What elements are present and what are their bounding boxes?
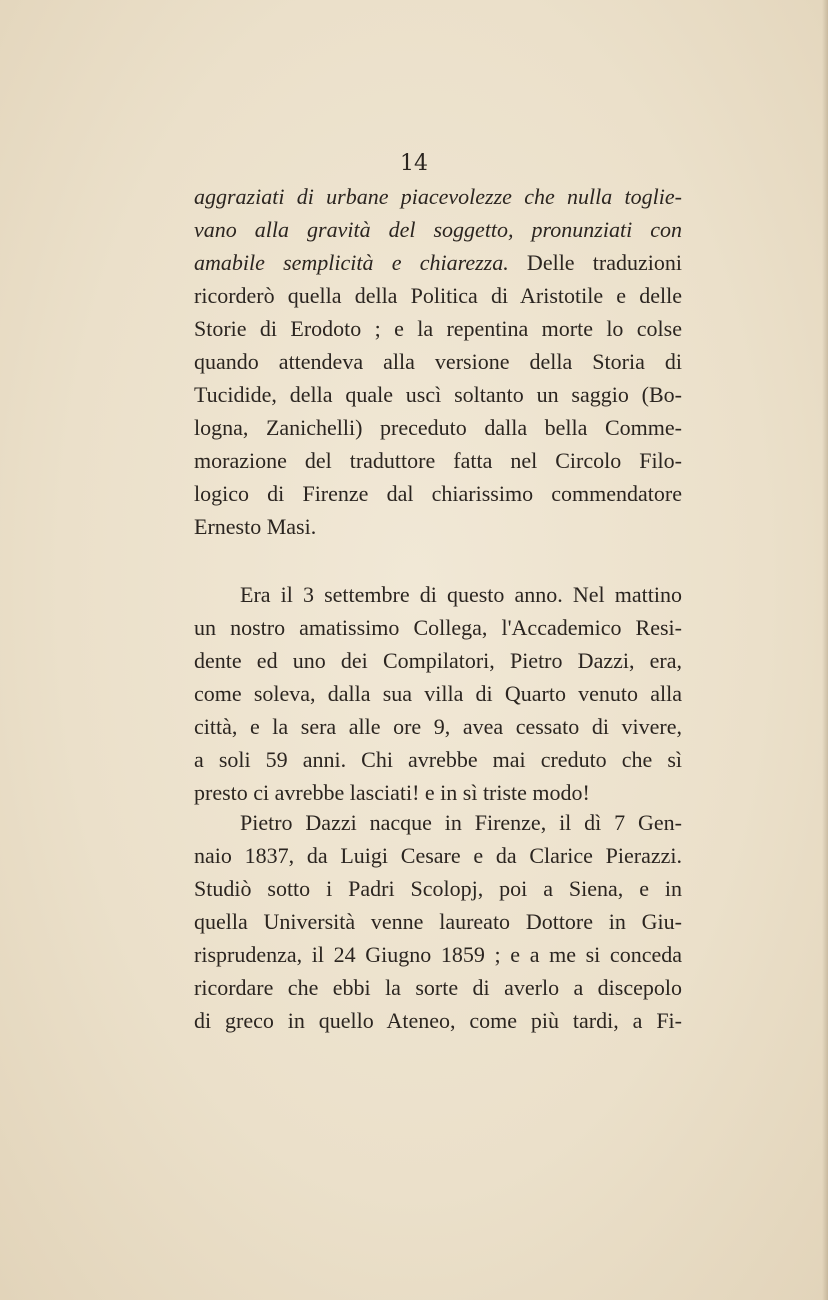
text-line: dente ed uno dei Compilatori, Pietro Dazzi, era, (194, 648, 682, 673)
text-line: aggraziati di urbane piacevolezze che nulla toglie- (194, 184, 682, 209)
text-line: ricorderò quella della Politica di Aristotile e delle (194, 283, 682, 308)
text-line: un nostro amatissimo Collega, l'Accademico Resi- (194, 615, 682, 640)
text-line: Studiò sotto i Padri Scolopj, poi a Siena, e in (194, 876, 682, 901)
text-line: ricordare che ebbi la sorte di averlo a discepolo (194, 975, 682, 1000)
text-line: naio 1837, da Luigi Cesare e da Clarice Pierazzi. (194, 843, 682, 868)
text-line: come soleva, dalla sua villa di Quarto venuto alla (194, 681, 682, 706)
text-line: a soli 59 anni. Chi avrebbe mai creduto che sì (194, 747, 682, 772)
text-line: presto ci avrebbe lasciati! e in sì triste modo! (194, 780, 590, 805)
text-line: morazione del traduttore fatta nel Circolo Filo- (194, 448, 682, 473)
text-line: Storie di Erodoto ; e la repentina morte lo colse (194, 316, 682, 341)
page-number: 14 (400, 151, 428, 176)
text-line: risprudenza, il 24 Giugno 1859 ; e a me si conceda (194, 942, 682, 967)
text-line: amabile semplicità e chiarezza. Delle traduzioni (194, 250, 682, 275)
text-line: logico di Firenze dal chiarissimo commendatore (194, 481, 682, 506)
text-line: Era il 3 settembre di questo anno. Nel mattino (240, 582, 682, 607)
paragraph-3 (194, 806, 682, 1037)
text-line: città, e la sera alle ore 9, avea cessato di vivere, (194, 714, 682, 739)
text-line: di greco in quello Ateneo, come più tardi, a Fi- (194, 1008, 682, 1033)
text-line: Ernesto Masi. (194, 514, 317, 539)
text-line: quella Università venne laureato Dottore in Giu- (194, 909, 682, 934)
text-line: Pietro Dazzi nacque in Firenze, il dì 7 Gen- (240, 810, 682, 835)
paragraph-2 (194, 578, 682, 809)
text-line: vano alla gravità del soggetto, pronunziati con (194, 217, 682, 242)
paragraph-1 (194, 180, 682, 543)
text-line: quando attendeva alla versione della Storia di (194, 349, 682, 374)
text-line: logna, Zanichelli) preceduto dalla bella Comme- (194, 415, 682, 440)
page-edge-shadow (822, 0, 828, 1300)
text-line: Tucidide, della quale uscì soltanto un saggio (Bo- (194, 382, 682, 407)
